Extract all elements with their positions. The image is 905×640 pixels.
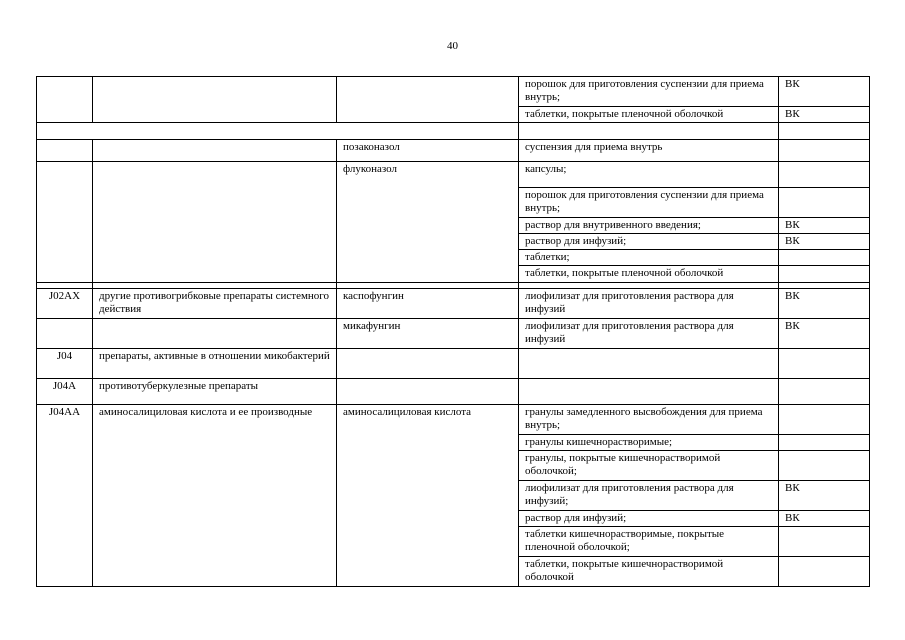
mark-cell <box>779 140 870 162</box>
group-cell: аминосалициловая кислота и ее производные <box>93 405 337 587</box>
code-cell: J04AA <box>37 405 93 587</box>
form-cell: таблетки, покрытые пленочной оболочкой <box>519 107 779 123</box>
mark-cell <box>779 435 870 451</box>
drug-cell: микафунгин <box>337 319 519 349</box>
group-cell: другие противогрибковые препараты системного действия <box>93 289 337 319</box>
mark-cell <box>779 527 870 557</box>
mark-cell <box>779 405 870 435</box>
form-cell: порошок для приготовления суспензии для приема внутрь; <box>519 188 779 218</box>
spacer-row <box>37 123 870 140</box>
mark-cell: ВК <box>779 218 870 234</box>
form-cell <box>519 379 779 405</box>
drug-cell: аминосалициловая кислота <box>337 405 519 587</box>
form-cell <box>519 349 779 379</box>
form-cell: таблетки кишечнорастворимые, покрытые пленочной оболочкой; <box>519 527 779 557</box>
drug-cell: позаконазол <box>337 140 519 162</box>
drug-cell <box>337 349 519 379</box>
group-cell <box>93 162 337 283</box>
form-cell: суспензия для приема внутрь <box>519 140 779 162</box>
mark-cell: ВК <box>779 107 870 123</box>
form-cell: таблетки, покрытые пленочной оболочкой <box>519 266 779 283</box>
form-cell: раствор для инфузий; <box>519 511 779 527</box>
mark-cell <box>779 451 870 481</box>
form-cell: гранулы, покрытые кишечнорастворимой оболочкой; <box>519 451 779 481</box>
form-cell: гранулы замедленного высвобождения для приема внутрь; <box>519 405 779 435</box>
table-row <box>37 319 870 349</box>
table-row <box>37 405 870 435</box>
mark-cell <box>779 250 870 266</box>
drug-cell <box>337 379 519 405</box>
mark-cell <box>779 557 870 587</box>
table-row <box>37 379 870 405</box>
group-cell <box>93 140 337 162</box>
table-row <box>37 349 870 379</box>
code-cell <box>37 77 93 123</box>
mark-cell <box>779 379 870 405</box>
drug-cell: каспофунгин <box>337 289 519 319</box>
form-cell: таблетки, покрытые кишечнорастворимой оболочкой <box>519 557 779 587</box>
table-row <box>37 77 870 107</box>
drug-cell <box>337 77 519 123</box>
mark-cell: ВК <box>779 289 870 319</box>
form-cell: порошок для приготовления суспензии для приема внутрь; <box>519 77 779 107</box>
form-cell: раствор для инфузий; <box>519 234 779 250</box>
form-cell: лиофилизат для приготовления раствора для инфузий <box>519 289 779 319</box>
code-cell <box>37 140 93 162</box>
code-cell: J02AX <box>37 289 93 319</box>
code-cell: J04 <box>37 349 93 379</box>
form-cell: лиофилизат для приготовления раствора для инфузий; <box>519 481 779 511</box>
mark-cell: ВК <box>779 319 870 349</box>
mark-cell: ВК <box>779 481 870 511</box>
mark-cell <box>779 188 870 218</box>
form-cell: лиофилизат для приготовления раствора для инфузий <box>519 319 779 349</box>
mark-cell: ВК <box>779 234 870 250</box>
group-cell <box>93 77 337 123</box>
group-cell: препараты, активные в отношении микобактерий <box>93 349 337 379</box>
group-cell: противотуберкулезные препараты <box>93 379 337 405</box>
form-cell: таблетки; <box>519 250 779 266</box>
form-cell: капсулы; <box>519 162 779 188</box>
mark-cell: ВК <box>779 77 870 107</box>
page-number: 40 <box>447 40 458 52</box>
mark-cell <box>779 349 870 379</box>
code-cell: J04A <box>37 379 93 405</box>
drug-table <box>36 76 870 587</box>
table-row <box>37 162 870 188</box>
table-row <box>37 140 870 162</box>
table-row <box>37 289 870 319</box>
code-cell <box>37 162 93 283</box>
drug-cell: флуконазол <box>337 162 519 283</box>
mark-cell: ВК <box>779 511 870 527</box>
form-cell: раствор для внутривенного введения; <box>519 218 779 234</box>
group-cell <box>93 319 337 349</box>
code-cell <box>37 319 93 349</box>
mark-cell <box>779 266 870 283</box>
form-cell: гранулы кишечнорастворимые; <box>519 435 779 451</box>
mark-cell <box>779 162 870 188</box>
